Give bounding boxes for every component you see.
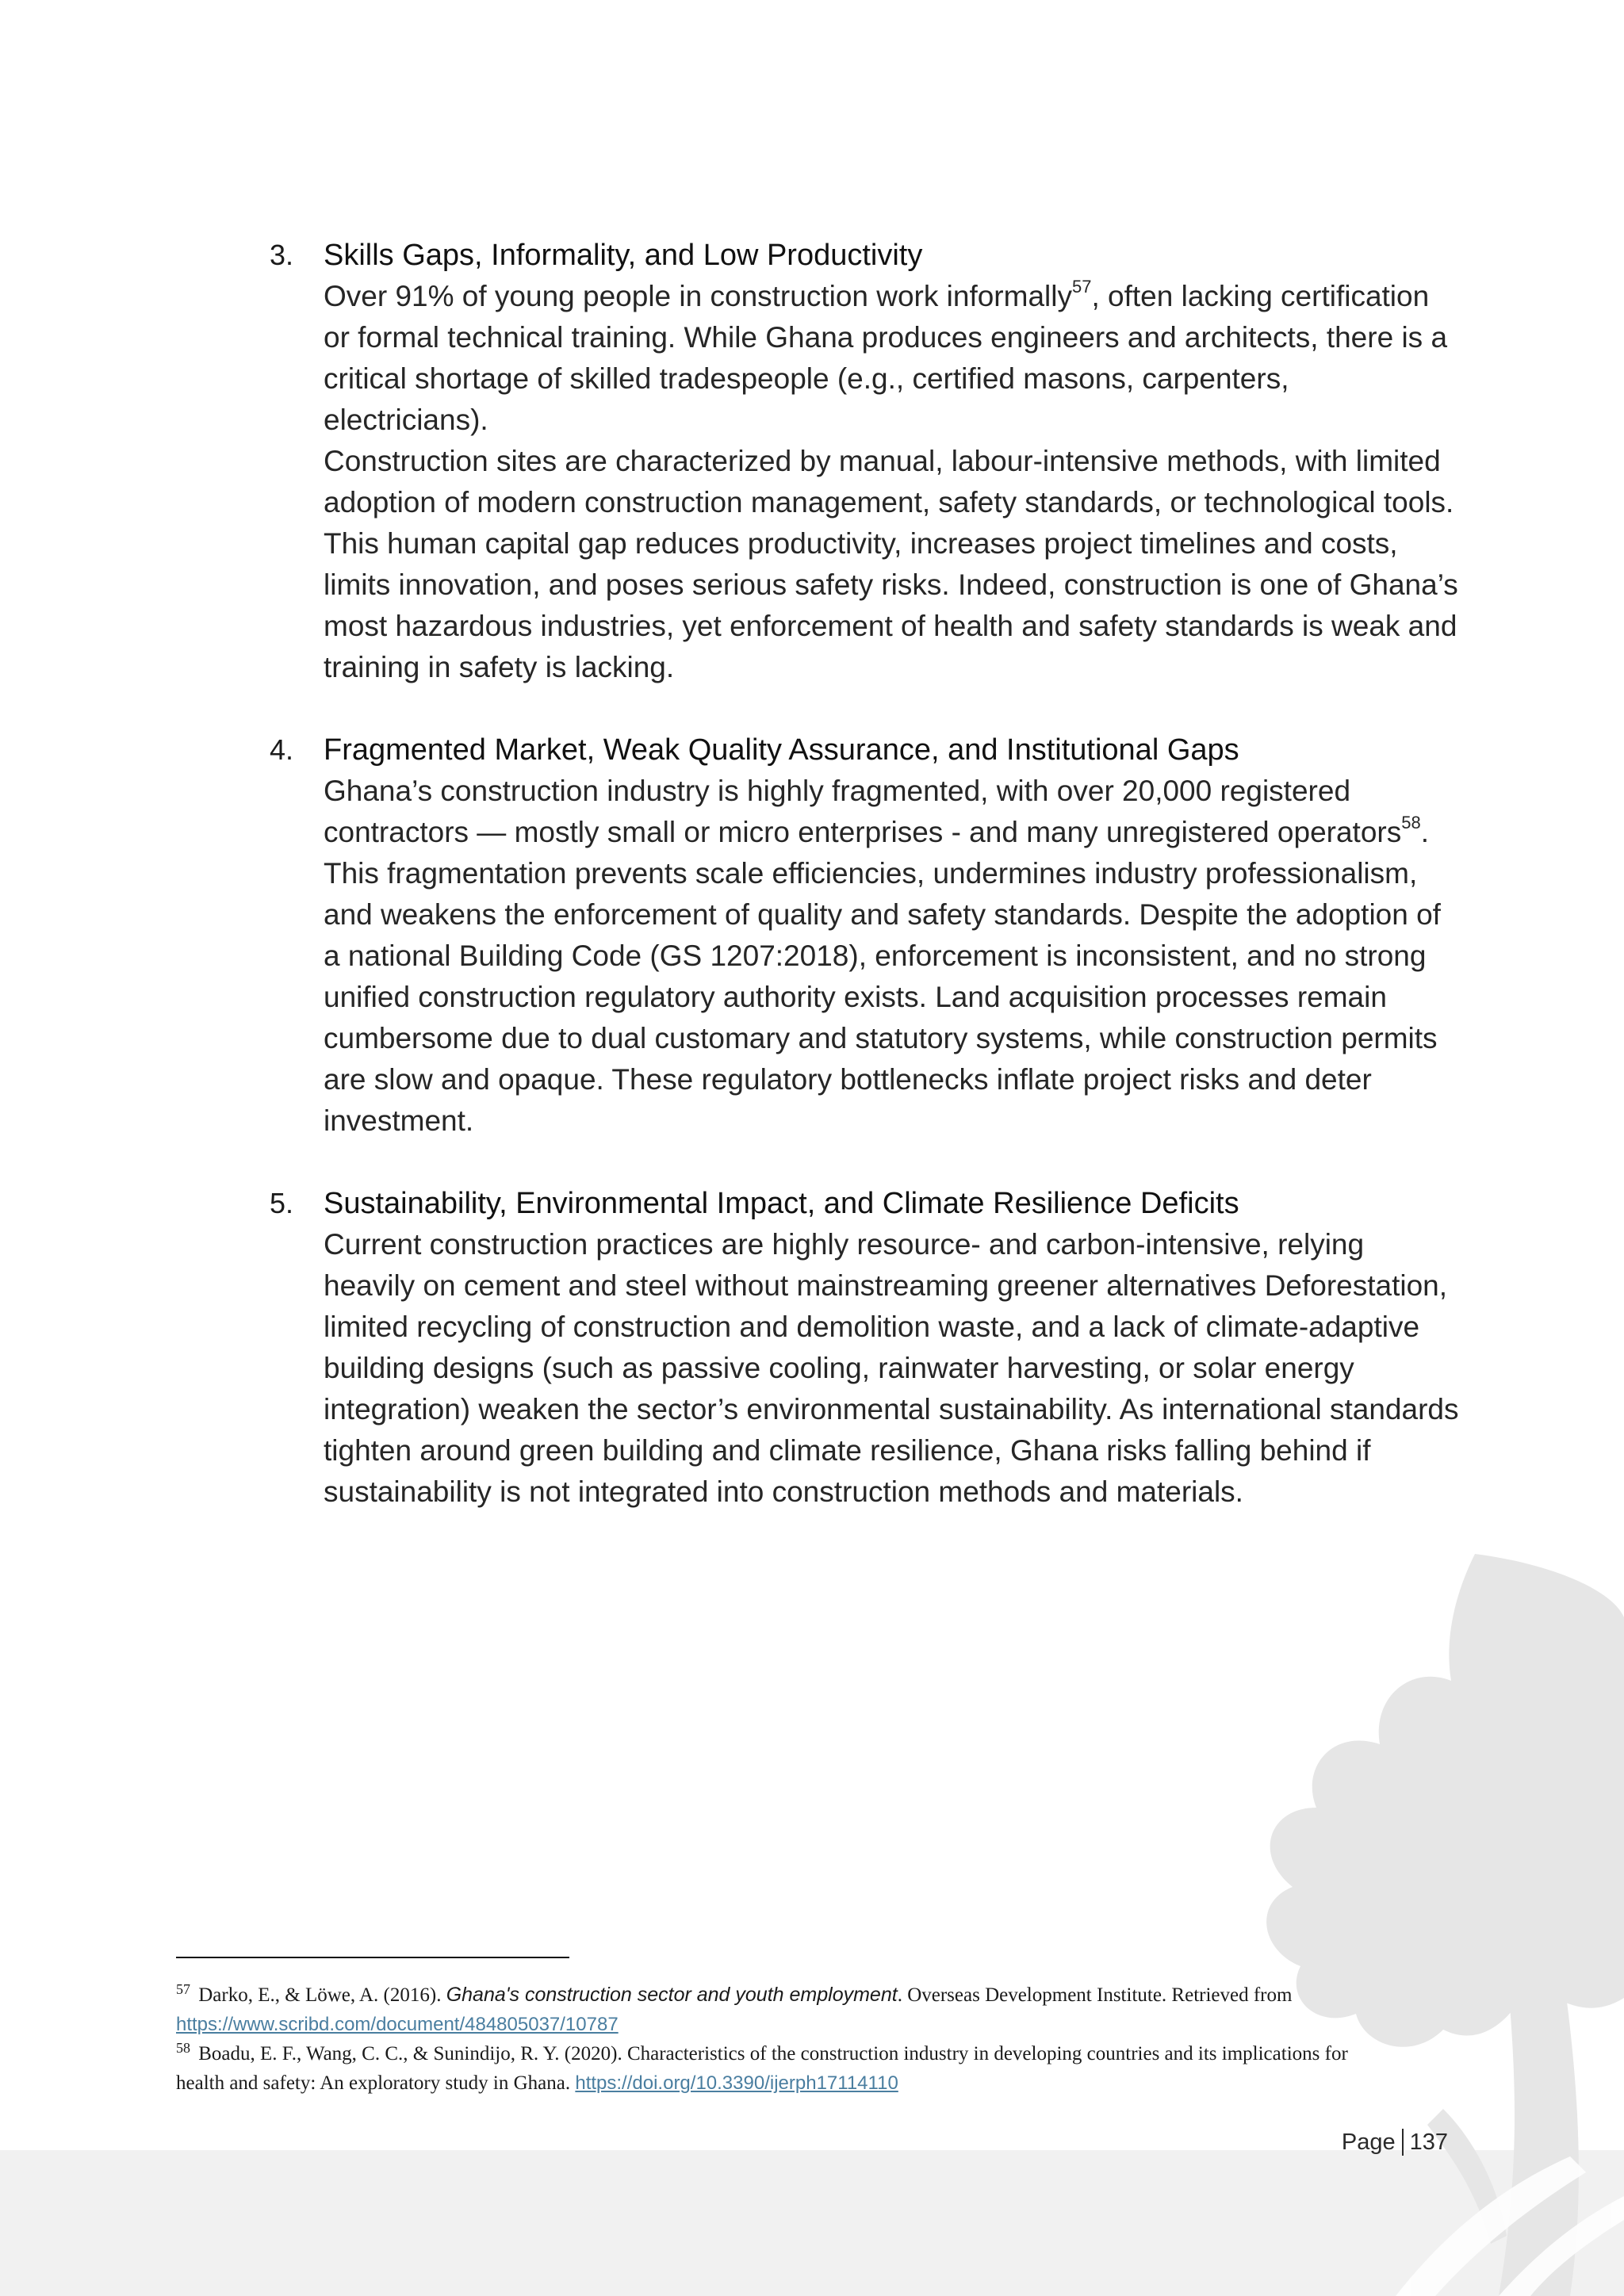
list-number: 3. — [270, 239, 294, 271]
list-item-4 — [270, 729, 1459, 1142]
footnote-58: $^{58}$ Boadu, E. F., Wang, C. C., & Sunindijo, R. Y. (2020). Characteristics of the construction industry in developing countries and its implications for health and safety: An exploratory study in Ghana. https://doi.org/10.3390/ijerph17114110 — [176, 2039, 1348, 2094]
paragraph: Over 91% of young people in construction work informally$^{57}$, often lacking certification or formal technical training. While Ghana produces engineers and architects, there is a critical shortage of skilled tradespeople (e.g., certified masons, carpenters, electricians). — [324, 276, 1448, 436]
footnote-57: $^{57}$ Darko, E., & Löwe, A. (2016). Ghana's construction sector and youth employment. Overseas Development Institute. Retrieved from https://www.scribd.com/document/484805037/10787 — [176, 1980, 1293, 2035]
footnote-link[interactable]: https://www.scribd.com/document/484805037/10787 — [176, 2014, 619, 2035]
footnote-title: Ghana's construction sector and youth employment — [446, 1984, 898, 2006]
footnote-ref-58[interactable]: 58 — [1401, 812, 1421, 832]
paragraph: This human capital gap reduces productivity, increases project timelines and costs, limits innovation, and poses serious safety risks. Indeed, construction is one of Ghana’s most hazardous industries, yet enforcement of health and safety standards is weak and training in safety is lacking. — [324, 527, 1458, 683]
list-number: 5. — [270, 1187, 294, 1219]
section-heading: Fragmented Market, Weak Quality Assurance, and Institutional Gaps — [324, 733, 1239, 767]
page-separator — [1402, 2129, 1404, 2156]
section-heading: Sustainability, Environmental Impact, and Climate Resilience Deficits — [324, 1187, 1239, 1220]
list-item-5 — [270, 1183, 1459, 1513]
section-heading: Skills Gaps, Informality, and Low Productivity — [324, 239, 923, 272]
page-number-value: 137 — [1409, 2129, 1448, 2155]
tree-silhouette-icon — [1237, 1554, 1624, 2296]
page-label: Page — [1341, 2129, 1396, 2155]
footnote-divider — [176, 1957, 569, 1958]
list-number: 4. — [270, 733, 294, 766]
paragraph: Current construction practices are highly resource- and carbon-intensive, relying heavily on cement and steel without mainstreaming greener alternatives Deforestation, limited recycling of construction and demolition waste, and a lack of climate-adaptive building designs (such as passive cooling, rainwater harvesting, or solar energy integration) weaken the sector’s environmental sustainability. As international standards tighten around green building and climate resilience, Ghana risks falling behind if sustainability is not integrated into construction methods and materials. — [324, 1228, 1459, 1508]
footnotes — [176, 1980, 1381, 2098]
list-item-3 — [270, 235, 1459, 688]
footnote-number: 58 — [176, 2039, 190, 2056]
paragraph: Construction sites are characterized by manual, labour-intensive methods, with limited adoption of modern construction management, safety standards, or technological tools. — [324, 445, 1454, 519]
footnote-ref-57[interactable]: 57 — [1071, 276, 1092, 297]
paragraph: Ghana’s construction industry is highly fragmented, with over 20,000 registered contractors — mostly small or micro enterprises - and many unregistered operators$^{58}$. This fragmentation prevents scale efficiencies, undermines industry professionalism, and weakens the enforcement of quality and safety standards. Despite the adoption of a national Building Code (GS 1207:2018), enforcement is inconsistent, and no strong unified construction regulatory authority exists. Land acquisition processes remain cumbersome due to dual customary and statutory systems, while construction permits are slow and opaque. These regulatory bottlenecks inflate project risks and deter investment. — [324, 775, 1441, 1137]
footnote-link[interactable]: https://doi.org/10.3390/ijerph17114110 — [575, 2072, 898, 2094]
page-number — [1342, 2129, 1448, 2156]
footnote-number: 57 — [176, 1980, 190, 1997]
main-content — [270, 235, 1459, 1554]
